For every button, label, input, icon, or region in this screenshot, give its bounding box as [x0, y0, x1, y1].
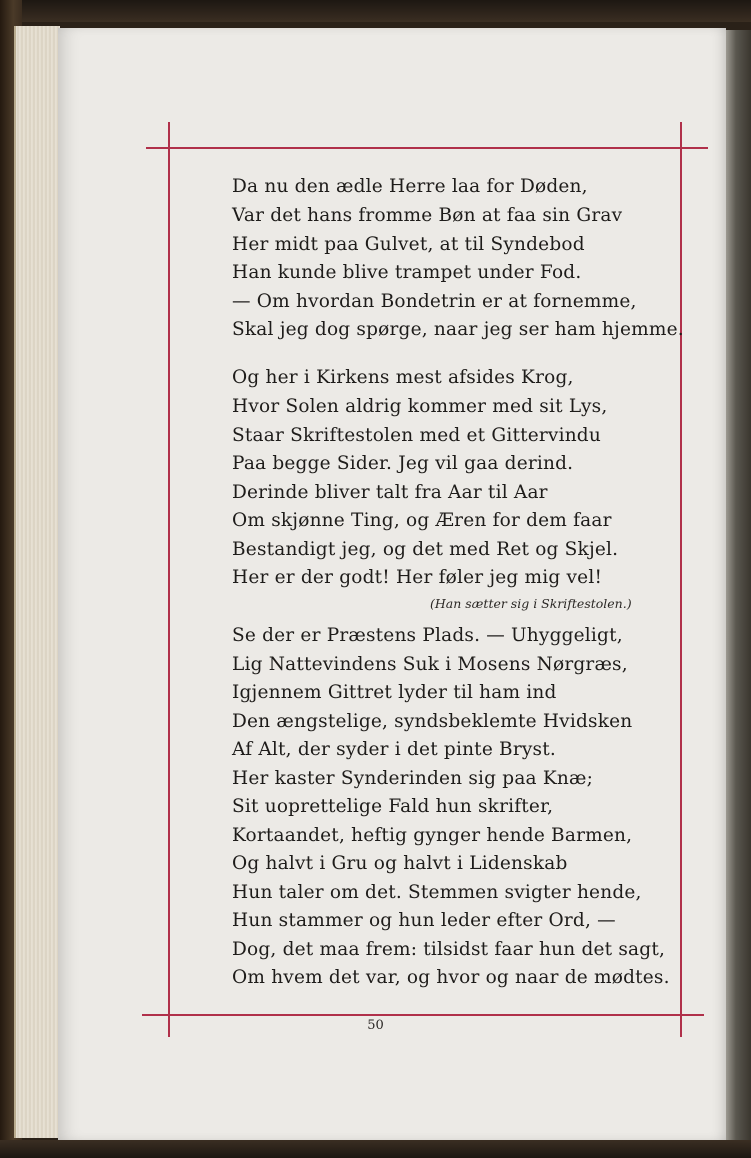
verse-line: Lig Nattevindens Suk i Mosens Nørgræs,: [232, 654, 628, 675]
frame-rule-top: [146, 147, 708, 149]
verse-line: Hvor Solen aldrig kommer med sit Lys,: [232, 396, 608, 417]
verse-line: Hun taler om det. Stemmen svigter hende,: [232, 882, 642, 903]
verse-line: Kortaandet, heftig gynger hende Barmen,: [232, 825, 633, 846]
verse-line: Derinde bliver talt fra Aar til Aar: [232, 482, 548, 503]
verse-line: Af Alt, der syder i det pinte Bryst.: [232, 739, 556, 760]
verse-line: Her kaster Synderinden sig paa Knæ;: [232, 768, 594, 789]
verse-line: Her er der godt! Her føler jeg mig vel!: [232, 567, 603, 588]
verse-line: Og halvt i Gru og halvt i Lidenskab: [232, 853, 568, 874]
stage-direction: (Han sætter sig i Skriftestolen.): [430, 596, 632, 611]
verse-line: Paa begge Sider. Jeg vil gaa derind.: [232, 453, 574, 474]
verse-line: Dog, det maa frem: tilsidst faar hun det sagt,: [232, 939, 666, 960]
verse-line: Om hvem det var, og hvor og naar de mødtes.: [232, 967, 670, 988]
verse-line: Var det hans fromme Bøn at faa sin Grav: [232, 205, 623, 226]
frame-rule-right: [680, 122, 682, 1037]
verse-line: Da nu den ædle Herre laa for Døden,: [232, 176, 588, 197]
verse-line: — Om hvordan Bondetrin er at fornemme,: [232, 291, 637, 312]
page-number: 50: [367, 1018, 384, 1033]
facing-page-edge: [726, 30, 751, 1140]
verse-line: Den ængstelige, syndsbeklemte Hvidsken: [232, 711, 633, 732]
verse-line: Igjennem Gittret lyder til ham ind: [232, 682, 557, 703]
page-edges: [14, 26, 60, 1138]
book-cover-bottom: [0, 1140, 751, 1158]
verse-line: Staar Skriftestolen med et Gittervindu: [232, 425, 601, 446]
book-cover-top: [0, 0, 751, 22]
verse-line: Skal jeg dog spørge, naar jeg ser ham hjemme.: [232, 319, 684, 340]
verse-line: Om skjønne Ting, og Æren for dem faar: [232, 510, 612, 531]
verse-line: Sit uoprettelige Fald hun skrifter,: [232, 796, 554, 817]
verse-line: Her midt paa Gulvet, at til Syndebod: [232, 234, 585, 255]
frame-rule-left: [168, 122, 170, 1037]
verse-line: Hun stammer og hun leder efter Ord, —: [232, 910, 616, 931]
verse-line: Se der er Præstens Plads. — Uhyggeligt,: [232, 625, 623, 646]
verse-line: Han kunde blive trampet under Fod.: [232, 262, 582, 283]
frame-rule-bottom: [142, 1014, 704, 1016]
verse-line: Og her i Kirkens mest afsides Krog,: [232, 367, 574, 388]
verse-line: Bestandigt jeg, og det med Ret og Skjel.: [232, 539, 619, 560]
